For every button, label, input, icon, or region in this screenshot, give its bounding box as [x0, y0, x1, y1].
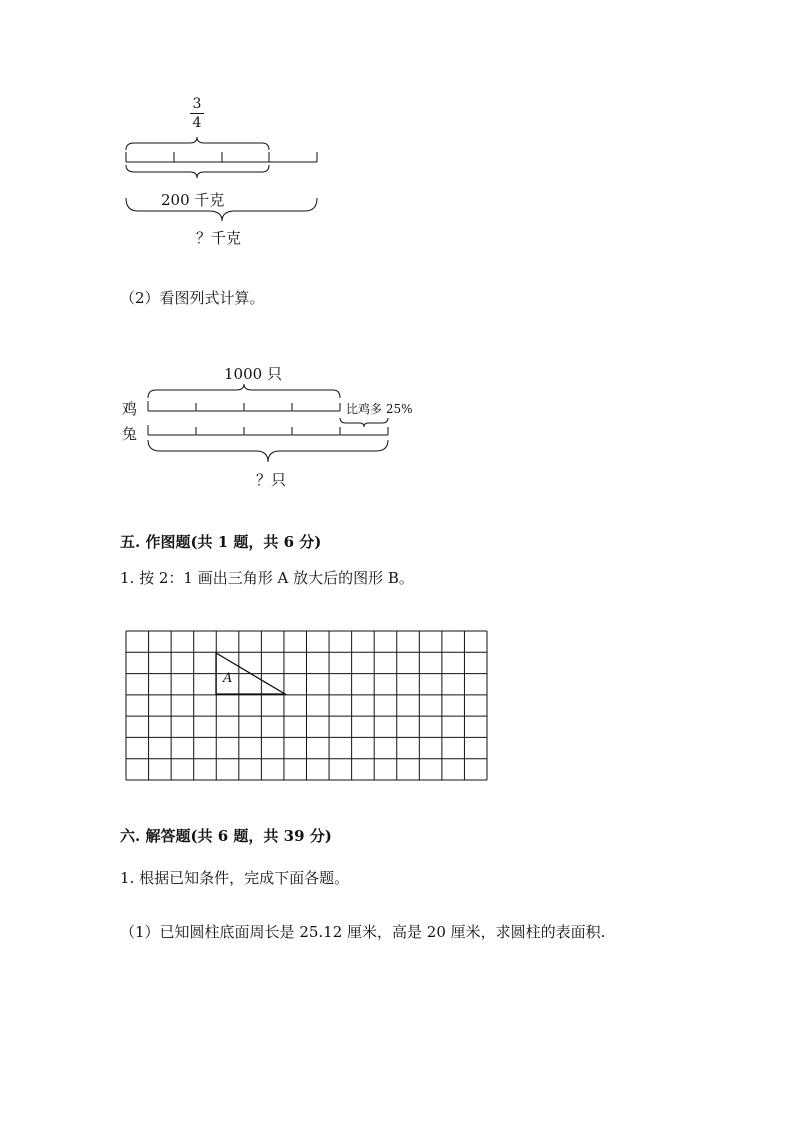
- known-label: 200 千克: [161, 191, 225, 209]
- triangle-a-label: A: [223, 671, 233, 686]
- section-6-question-1: 1. 根据已知条件，完成下面各题。: [120, 869, 350, 887]
- question-2-label: （2）看图列式计算。: [120, 289, 265, 307]
- top-label: 1000 只: [224, 365, 282, 383]
- extra-label: 比鸡多 25%: [346, 402, 413, 416]
- section-6-heading: 六. 解答题(共 6 题，共 39 分): [120, 827, 332, 845]
- unknown-label: ？千克: [196, 229, 242, 247]
- row-label-rabbit: 兔: [122, 425, 138, 443]
- section-6-question-1-sub-1: （1）已知圆柱底面周长是 25.12 厘米，高是 20 厘米，求圆柱的表面积.: [120, 923, 606, 941]
- fraction-numerator: 3: [192, 96, 202, 112]
- fraction-denominator: 4: [192, 115, 202, 131]
- section-5-question-1: 1. 按 2：1 画出三角形 A 放大后的图形 B。: [120, 569, 414, 587]
- unknown-total-label: ？只: [256, 471, 287, 489]
- row-label-chicken: 鸡: [122, 400, 138, 418]
- section-5-heading: 五. 作图题(共 1 题，共 6 分): [120, 533, 322, 551]
